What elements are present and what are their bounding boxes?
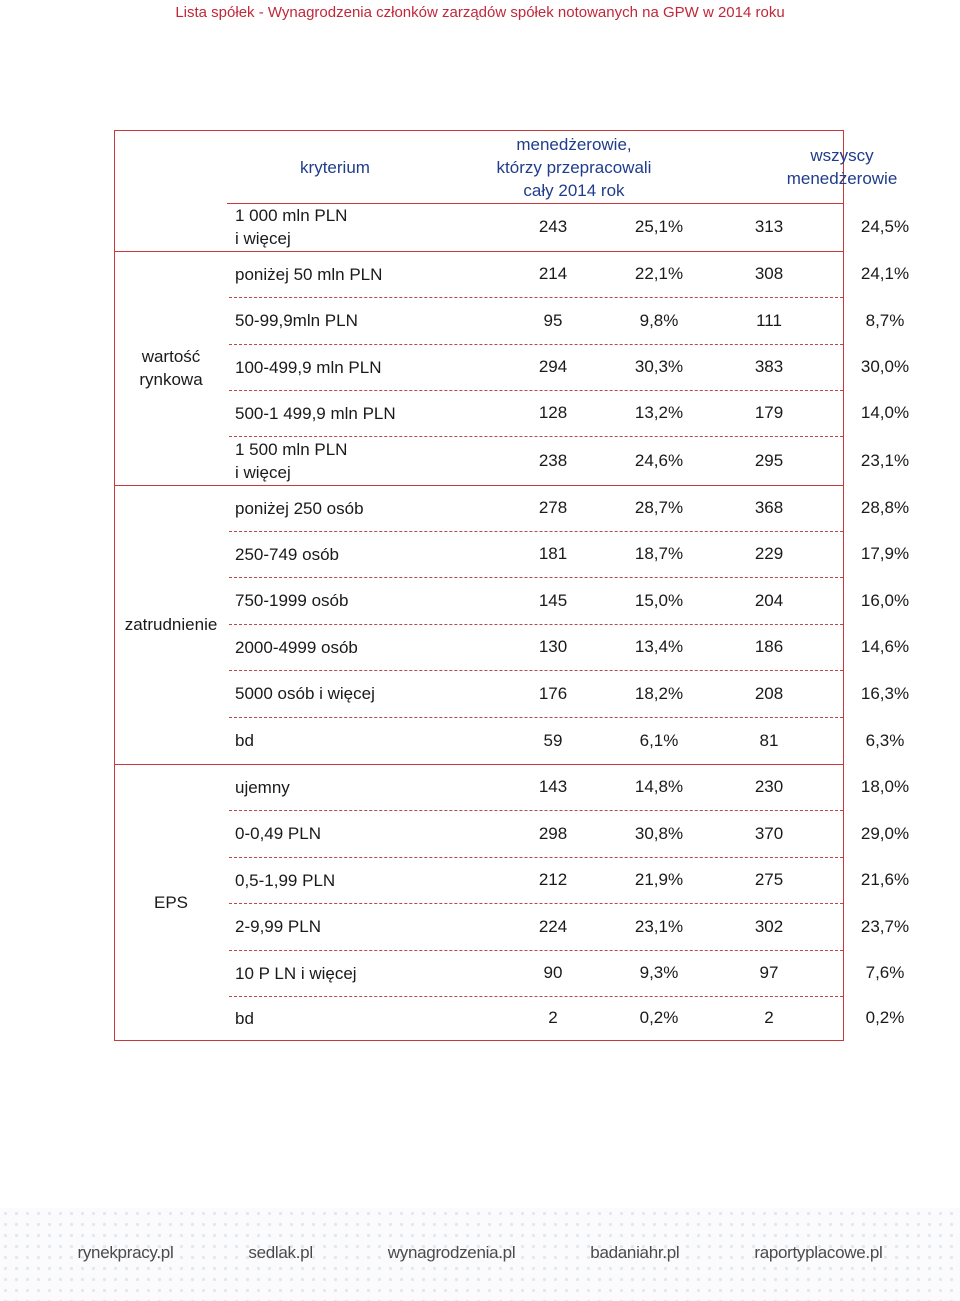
percent-all: 29,0% xyxy=(860,823,910,843)
count-full-year: 130 xyxy=(538,637,568,656)
salary-table xyxy=(114,130,910,1041)
row-label: poniżej 250 osób xyxy=(235,498,364,518)
percent-full-year: 15,0% xyxy=(634,590,684,610)
table-row xyxy=(227,670,910,717)
percent-full-year: 13,4% xyxy=(634,637,684,656)
count-full-year: 214 xyxy=(538,264,568,283)
footer-link-badaniahr[interactable]: badaniahr.pl xyxy=(590,1243,680,1262)
percent-all: 30,0% xyxy=(860,357,910,376)
row-label: 2000-4999 osób xyxy=(235,637,358,657)
percent-full-year: 24,6% xyxy=(634,450,684,470)
count-full-year: 128 xyxy=(538,403,568,422)
percent-all: 8,7% xyxy=(865,310,905,330)
percent-all: 14,6% xyxy=(860,637,910,656)
percent-all: 28,8% xyxy=(860,498,910,517)
count-full-year: 90 xyxy=(543,963,563,982)
column-header-all-managers: wszyscy menedżerowie xyxy=(786,146,898,188)
table-row xyxy=(227,390,910,436)
count-full-year: 212 xyxy=(538,870,568,889)
count-all: 368 xyxy=(754,498,784,517)
percent-all: 7,6% xyxy=(865,963,905,982)
count-full-year: 238 xyxy=(538,450,568,470)
row-label: 500-1 499,9 mln PLN xyxy=(235,403,396,423)
footer-link-raportyplacowe[interactable]: raportyplacowe.pl xyxy=(754,1243,883,1262)
footer-links xyxy=(0,1238,960,1268)
count-all: 275 xyxy=(754,870,784,889)
percent-full-year: 23,1% xyxy=(634,916,684,936)
percent-full-year: 9,8% xyxy=(639,310,679,330)
percent-full-year: 14,8% xyxy=(634,777,684,796)
percent-all: 6,3% xyxy=(865,730,905,750)
table-row xyxy=(227,577,910,624)
percent-all: 16,0% xyxy=(860,590,910,610)
row-label: 2-9,99 PLN xyxy=(235,917,321,936)
percent-all: 23,7% xyxy=(860,916,910,936)
count-full-year: 224 xyxy=(538,916,568,936)
row-label: 0,5-1,99 PLN xyxy=(235,870,336,890)
count-full-year: 145 xyxy=(538,590,568,610)
column-header-criterion: kryterium xyxy=(300,157,370,177)
row-label: 1 500 mln PLN i więcej xyxy=(235,439,348,482)
table-row xyxy=(227,485,910,531)
percent-full-year: 28,7% xyxy=(634,498,684,517)
percent-full-year: 18,7% xyxy=(634,544,684,563)
row-label: 250-749 osób xyxy=(235,544,339,564)
count-full-year: 294 xyxy=(538,357,568,376)
count-all: 295 xyxy=(754,450,784,470)
percent-full-year: 13,2% xyxy=(634,403,684,422)
count-full-year: 298 xyxy=(538,823,568,843)
count-all: 313 xyxy=(754,217,784,236)
row-label: 10 P LN i więcej xyxy=(235,963,357,983)
percent-all: 21,6% xyxy=(860,870,910,889)
table-row xyxy=(227,903,910,950)
count-all: 302 xyxy=(754,916,784,936)
row-label: 750-1999 osób xyxy=(235,591,349,610)
percent-all: 18,0% xyxy=(860,777,910,796)
count-all: 111 xyxy=(756,310,782,330)
count-all: 229 xyxy=(754,544,784,563)
footer-link-rynekpracy[interactable]: rynekpracy.pl xyxy=(77,1243,174,1262)
footer-link-wynagrodzenia[interactable]: wynagrodzenia.pl xyxy=(387,1243,516,1262)
table-row xyxy=(227,203,910,251)
count-all: 208 xyxy=(754,683,784,703)
page-header: Lista spółek - Wynagrodzenia członków zarządów spółek notowanych na GPW w 2014 roku xyxy=(175,4,785,21)
table-row xyxy=(227,436,910,485)
count-full-year: 278 xyxy=(538,498,568,517)
table-header-row xyxy=(227,131,898,203)
percent-full-year: 25,1% xyxy=(634,217,684,236)
percent-all: 16,3% xyxy=(860,683,910,703)
percent-full-year: 30,3% xyxy=(634,357,684,376)
count-all: 370 xyxy=(754,823,784,843)
row-label: 0-0,49 PLN xyxy=(235,824,321,843)
percent-all: 17,9% xyxy=(860,544,910,563)
percent-full-year: 21,9% xyxy=(634,870,684,889)
row-label: 1 000 mln PLN i więcej xyxy=(235,206,348,248)
count-all: 97 xyxy=(759,963,779,982)
footer-link-sedlak[interactable]: sedlak.pl xyxy=(248,1243,313,1262)
percent-full-year: 9,3% xyxy=(639,963,679,982)
table-row xyxy=(227,717,905,764)
row-label: ujemny xyxy=(235,777,290,797)
count-all: 2 xyxy=(764,1008,774,1027)
count-full-year: 2 xyxy=(548,1008,558,1027)
percent-all: 23,1% xyxy=(860,450,910,470)
percent-all: 0,2% xyxy=(865,1008,905,1027)
count-full-year: 243 xyxy=(538,217,568,236)
count-full-year: 95 xyxy=(543,310,563,330)
column-header-managers-full-year: menedżerowie, którzy przepracowali cały 2014 rok xyxy=(496,134,652,200)
count-full-year: 59 xyxy=(543,730,563,750)
table-row xyxy=(227,810,910,857)
count-full-year: 181 xyxy=(538,544,568,563)
percent-all: 14,0% xyxy=(860,403,910,422)
percent-full-year: 6,1% xyxy=(639,730,679,750)
table-row xyxy=(227,531,910,577)
group-cell-market-value: wartość rynkowa xyxy=(139,347,203,389)
count-all: 81 xyxy=(759,730,779,750)
count-full-year: 143 xyxy=(538,777,568,796)
table-row xyxy=(227,624,910,670)
percent-all: 24,5% xyxy=(860,217,910,236)
percent-full-year: 22,1% xyxy=(634,264,684,283)
count-all: 179 xyxy=(754,403,784,422)
table-row xyxy=(227,996,905,1040)
row-label: 50-99,9mln PLN xyxy=(235,311,358,330)
row-label: bd xyxy=(235,1008,254,1028)
count-all: 186 xyxy=(754,637,784,656)
count-all: 204 xyxy=(754,590,784,610)
percent-full-year: 18,2% xyxy=(634,683,684,703)
count-all: 383 xyxy=(754,357,784,376)
percent-full-year: 30,8% xyxy=(634,823,684,843)
row-label: poniżej 50 mln PLN xyxy=(235,264,383,284)
table-row xyxy=(227,764,910,810)
row-label: 100-499,9 mln PLN xyxy=(235,357,382,377)
count-all: 308 xyxy=(754,264,784,283)
percent-full-year: 0,2% xyxy=(639,1008,679,1027)
table-row xyxy=(227,857,910,903)
table-row xyxy=(227,950,905,996)
group-cell-empty xyxy=(115,131,227,251)
table-row xyxy=(227,344,910,390)
row-label: 5000 osób i więcej xyxy=(235,684,375,703)
row-label: bd xyxy=(235,731,254,750)
percent-all: 24,1% xyxy=(860,264,910,283)
count-full-year: 176 xyxy=(538,683,568,703)
count-all: 230 xyxy=(754,777,784,796)
group-cell-eps: EPS xyxy=(153,892,189,912)
table-row xyxy=(227,297,905,344)
group-cell-employment: zatrudnienie xyxy=(124,615,218,634)
table-row xyxy=(227,251,910,297)
